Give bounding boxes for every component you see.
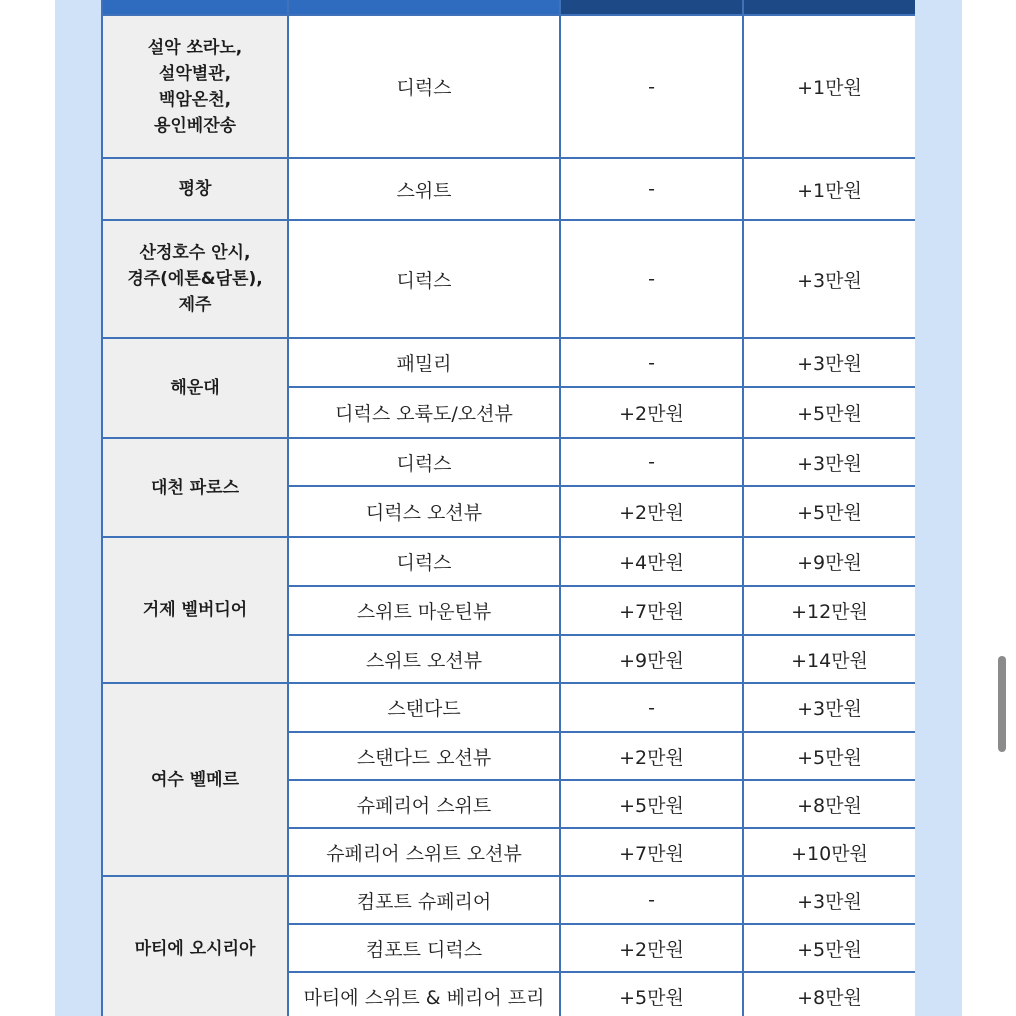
room-type-cell: 패밀리 xyxy=(288,338,560,387)
room-type-cell: 디럭스 xyxy=(288,15,560,158)
hotel-name-line: 여수 벨메르 xyxy=(150,769,240,790)
table-body xyxy=(102,15,915,1016)
room-type-cell: 스위트 마운틴뷰 xyxy=(288,586,560,635)
hotel-name-line: 해운대 xyxy=(170,378,220,398)
room-type-cell: 스위트 오션뷰 xyxy=(288,635,560,683)
hotel-name-cell xyxy=(102,683,288,876)
price-a-cell: - xyxy=(560,338,743,387)
hotel-name-cell xyxy=(102,338,288,438)
room-type-cell: 디럭스 xyxy=(288,537,560,586)
price-b-cell: +1만원 xyxy=(743,15,915,158)
room-type-cell: 스위트 xyxy=(288,158,560,220)
price-a-cell: +5만원 xyxy=(560,780,743,828)
price-b-cell: +5만원 xyxy=(743,732,915,780)
table-row xyxy=(102,438,915,486)
price-a-cell: - xyxy=(560,220,743,338)
table-row xyxy=(102,158,915,220)
hotel-name-cell xyxy=(102,15,288,158)
room-type-cell: 디럭스 오륙도/오션뷰 xyxy=(288,387,560,438)
room-type-cell: 스탠다드 오션뷰 xyxy=(288,732,560,780)
price-b-cell: +3만원 xyxy=(743,876,915,924)
hotel-name-line: 대천 파로스 xyxy=(150,477,240,498)
price-a-cell: - xyxy=(560,15,743,158)
price-b-cell: +1만원 xyxy=(743,158,915,220)
room-type-cell: 스탠다드 xyxy=(288,683,560,732)
hotel-name-line: 백암온천, xyxy=(158,89,232,110)
header-cell-price-b xyxy=(743,0,915,15)
table-row xyxy=(102,220,915,338)
price-a-cell: +9만원 xyxy=(560,635,743,683)
price-a-cell: - xyxy=(560,876,743,924)
price-b-cell: +3만원 xyxy=(743,438,915,486)
room-type-cell: 컴포트 디럭스 xyxy=(288,924,560,972)
price-b-cell: +5만원 xyxy=(743,486,915,537)
hotel-name-cell xyxy=(102,876,288,1016)
hotel-name-cell xyxy=(102,158,288,220)
price-b-cell: +10만원 xyxy=(743,828,915,876)
hotel-name-line: 제주 xyxy=(178,295,212,315)
room-type-cell: 컴포트 슈페리어 xyxy=(288,876,560,924)
price-a-cell: +2만원 xyxy=(560,924,743,972)
hotel-name-cell xyxy=(102,537,288,683)
header-cell-hotel xyxy=(102,0,288,15)
price-a-cell: +4만원 xyxy=(560,537,743,586)
price-b-cell: +9만원 xyxy=(743,537,915,586)
room-type-cell: 디럭스 오션뷰 xyxy=(288,486,560,537)
hotel-name-cell xyxy=(102,220,288,338)
room-type-cell: 슈페리어 스위트 오션뷰 xyxy=(288,828,560,876)
price-a-cell: - xyxy=(560,158,743,220)
hotel-name-line: 설악별관, xyxy=(158,63,232,84)
hotel-name-line: 평창 xyxy=(178,179,212,199)
price-b-cell: +12만원 xyxy=(743,586,915,635)
hotel-name-line: 산정호수 안시, xyxy=(139,243,251,263)
price-b-cell: +3만원 xyxy=(743,220,915,338)
header-cell-price-a xyxy=(560,0,743,15)
room-price-table xyxy=(101,0,915,1016)
header-cell-room xyxy=(288,0,560,15)
table-row xyxy=(102,876,915,924)
table-row xyxy=(102,15,915,158)
room-price-table-container xyxy=(101,0,915,1016)
hotel-name-line: 설악 쏘라노, xyxy=(147,37,243,58)
price-a-cell: +5만원 xyxy=(560,972,743,1016)
price-b-cell: +3만원 xyxy=(743,338,915,387)
table-row xyxy=(102,338,915,387)
price-b-cell: +14만원 xyxy=(743,635,915,683)
price-a-cell: +2만원 xyxy=(560,387,743,438)
price-b-cell: +5만원 xyxy=(743,924,915,972)
room-type-cell: 디럭스 xyxy=(288,220,560,338)
hotel-name-line: 거제 벨버디어 xyxy=(142,600,248,620)
price-b-cell: +3만원 xyxy=(743,683,915,732)
hotel-name-cell xyxy=(102,438,288,537)
hotel-name-line: 마티에 오시리아 xyxy=(134,938,256,959)
price-a-cell: +7만원 xyxy=(560,828,743,876)
price-a-cell: - xyxy=(560,683,743,732)
price-a-cell: +2만원 xyxy=(560,732,743,780)
price-a-cell: - xyxy=(560,438,743,486)
room-type-cell: 마티에 스위트 & 베리어 프리 xyxy=(288,972,560,1016)
room-type-cell: 슈페리어 스위트 xyxy=(288,780,560,828)
hotel-name-line: 경주(에톤&담톤), xyxy=(127,269,263,289)
hotel-name-line: 용인베잔송 xyxy=(153,115,237,136)
scrollbar-thumb[interactable] xyxy=(998,656,1006,752)
price-a-cell: +2만원 xyxy=(560,486,743,537)
table-row xyxy=(102,683,915,732)
price-b-cell: +8만원 xyxy=(743,780,915,828)
table-header-row xyxy=(102,0,915,15)
table-row xyxy=(102,537,915,586)
room-type-cell: 디럭스 xyxy=(288,438,560,486)
price-b-cell: +5만원 xyxy=(743,387,915,438)
price-a-cell: +7만원 xyxy=(560,586,743,635)
price-b-cell: +8만원 xyxy=(743,972,915,1016)
